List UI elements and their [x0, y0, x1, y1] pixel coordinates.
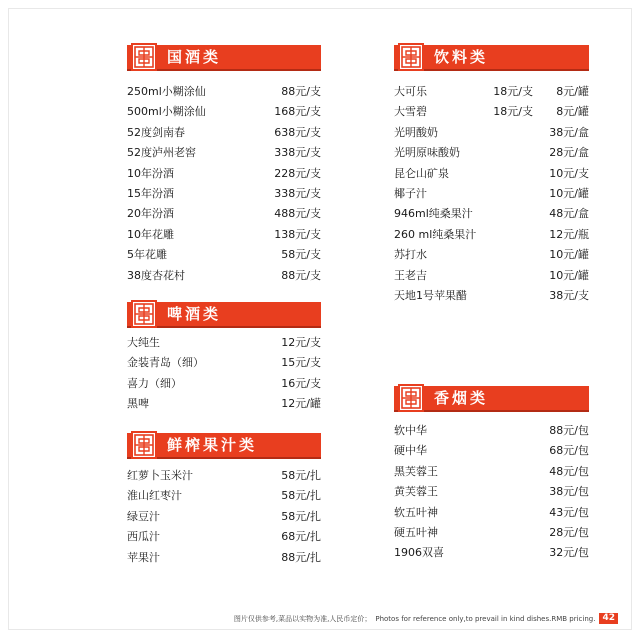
item-name: 1906双喜 — [394, 546, 444, 560]
menu-item-row — [127, 82, 321, 102]
menu-item-row — [127, 486, 321, 506]
item-name: 946ml纯桑果汁 — [394, 207, 473, 221]
item-price: 138元/支 — [274, 227, 321, 241]
menu-item-row — [394, 266, 589, 286]
item-name: 大纯生 — [127, 336, 160, 349]
item-price: 168元/支 — [274, 105, 321, 119]
item-price: 68元/扎 — [281, 530, 321, 544]
menu-item-row — [127, 164, 321, 184]
item-name: 20年汾酒 — [127, 207, 174, 221]
menu-item-row — [394, 523, 589, 543]
item-name: 软中华 — [394, 424, 427, 437]
menu-item-row — [127, 123, 321, 143]
menu-item-row — [394, 82, 589, 102]
section-title: 香烟类 — [434, 389, 489, 407]
item-list — [127, 333, 321, 415]
section-banner — [127, 45, 321, 69]
item-price-secondary: 8元/罐 — [556, 85, 589, 98]
restaurant-logo-icon — [398, 43, 424, 71]
item-name: 黑啤 — [127, 397, 149, 411]
item-price: 488元/支 — [274, 207, 321, 221]
item-price: 58元/扎 — [281, 489, 321, 503]
item-price: 338元/支 — [274, 146, 321, 160]
item-name: 昆仑山矿泉 — [394, 166, 449, 180]
item-name: 金装青岛（细） — [127, 356, 204, 370]
menu-item-row — [127, 333, 321, 353]
menu-item-row — [127, 245, 321, 265]
item-name: 硬中华 — [394, 444, 427, 458]
item-price: 10元/罐 — [549, 248, 589, 262]
item-name: 光明原味酸奶 — [394, 146, 460, 160]
item-price: 12元/罐 — [281, 397, 321, 411]
section-banner — [127, 433, 321, 457]
menu-item-row — [127, 394, 321, 414]
menu-item-row — [127, 184, 321, 204]
menu-item-row — [127, 548, 321, 568]
footer-note-cn: 图片仅供参考,菜品以实物为准,人民币定价； — [233, 614, 372, 623]
restaurant-logo-icon — [398, 384, 424, 412]
menu-item-row — [394, 482, 589, 502]
item-name: 黑芙蓉王 — [394, 464, 438, 478]
item-price: 58元/扎 — [281, 509, 321, 523]
page-footer — [234, 613, 618, 624]
item-list — [394, 82, 589, 306]
menu-item-row — [127, 374, 321, 394]
section-title: 国酒类 — [167, 48, 222, 66]
item-price: 88元/支 — [281, 268, 321, 282]
item-price: 15元/支 — [281, 356, 321, 370]
menu-item-row — [394, 421, 589, 441]
section-pijiu — [127, 302, 321, 411]
item-price: 10元/罐 — [549, 268, 589, 282]
menu-item-row — [394, 184, 589, 204]
menu-item-row — [127, 507, 321, 527]
page-number: 42 — [599, 613, 618, 624]
item-price: 18元/支 — [493, 105, 533, 119]
item-name: 大可乐 — [394, 85, 427, 98]
item-price: 38元/盒 — [549, 125, 589, 139]
item-price: 48元/盒 — [549, 207, 589, 221]
menu-item-row — [394, 204, 589, 224]
footer-note-en: Photos for reference only,to prevail in kind dishes.RMB pricing. — [375, 614, 596, 623]
item-name: 硬五叶神 — [394, 525, 438, 539]
item-name: 淮山红枣汁 — [127, 489, 182, 503]
item-price: 12元/瓶 — [549, 227, 589, 241]
item-price: 68元/包 — [549, 444, 589, 458]
item-price: 88元/扎 — [281, 550, 321, 564]
item-price: 38元/包 — [549, 485, 589, 499]
item-name: 绿豆汁 — [127, 509, 160, 523]
item-price: 10元/支 — [549, 166, 589, 180]
menu-item-row — [127, 204, 321, 224]
item-price: 10元/罐 — [549, 186, 589, 200]
section-guozhi — [127, 433, 321, 564]
item-name: 15年汾酒 — [127, 186, 174, 200]
menu-item-row — [394, 543, 589, 563]
section-yinliao — [394, 45, 589, 302]
item-name: 红萝卜玉米汁 — [127, 469, 193, 482]
item-price: 88元/包 — [549, 424, 589, 437]
section-banner — [127, 302, 321, 326]
item-name: 5年花雕 — [127, 248, 167, 262]
item-name: 10年汾酒 — [127, 166, 174, 180]
item-name: 喜力（细） — [127, 376, 182, 390]
menu-item-row — [394, 441, 589, 461]
section-title: 啤酒类 — [167, 305, 222, 323]
item-name: 软五叶神 — [394, 505, 438, 519]
menu-item-row — [127, 353, 321, 373]
item-price: 32元/包 — [549, 546, 589, 560]
item-list — [127, 466, 321, 568]
item-price: 88元/支 — [281, 85, 321, 98]
item-price: 43元/包 — [549, 505, 589, 519]
item-price: 48元/包 — [549, 464, 589, 478]
menu-item-row — [127, 143, 321, 163]
item-name: 苹果汁 — [127, 550, 160, 564]
item-name: 500ml小糊涂仙 — [127, 105, 206, 119]
item-price: 12元/支 — [281, 336, 321, 349]
menu-item-row — [127, 102, 321, 122]
section-xiangyan — [394, 386, 589, 560]
restaurant-logo-icon — [131, 300, 157, 328]
section-banner — [394, 45, 589, 69]
menu-item-row — [394, 503, 589, 523]
menu-item-row — [394, 286, 589, 306]
item-list — [127, 82, 321, 286]
menu-item-row — [394, 164, 589, 184]
menu-item-row — [127, 266, 321, 286]
menu-item-row — [394, 143, 589, 163]
item-name: 天地1号苹果醋 — [394, 288, 467, 302]
item-name: 黄芙蓉王 — [394, 485, 438, 499]
item-price: 338元/支 — [274, 186, 321, 200]
item-price: 18元/支 — [493, 85, 533, 98]
item-price: 38元/支 — [549, 288, 589, 302]
menu-item-row — [394, 245, 589, 265]
restaurant-logo-icon — [131, 431, 157, 459]
item-name: 52度泸州老窖 — [127, 146, 196, 160]
item-name: 西瓜汁 — [127, 530, 160, 544]
item-name: 椰子汁 — [394, 186, 427, 200]
item-price: 58元/扎 — [281, 469, 321, 482]
item-name: 苏打水 — [394, 248, 427, 262]
item-name: 52度剑南春 — [127, 125, 185, 139]
item-price: 228元/支 — [274, 166, 321, 180]
item-price-secondary: 8元/罐 — [556, 105, 589, 119]
item-name: 260 ml纯桑果汁 — [394, 227, 477, 241]
item-name: 大雪碧 — [394, 105, 427, 119]
section-guojiu — [127, 45, 321, 282]
menu-item-row — [394, 462, 589, 482]
menu-item-row — [127, 466, 321, 486]
section-banner — [394, 386, 589, 410]
item-name: 王老吉 — [394, 268, 427, 282]
menu-item-row — [127, 225, 321, 245]
item-name: 250ml小糊涂仙 — [127, 85, 206, 98]
item-name: 10年花雕 — [127, 227, 174, 241]
item-price: 28元/包 — [549, 525, 589, 539]
item-price: 28元/盒 — [549, 146, 589, 160]
menu-item-row — [394, 225, 589, 245]
item-name: 38度杏花村 — [127, 268, 185, 282]
item-price: 638元/支 — [274, 125, 321, 139]
item-price: 58元/支 — [281, 248, 321, 262]
item-price: 16元/支 — [281, 376, 321, 390]
menu-item-row — [394, 102, 589, 122]
menu-item-row — [127, 527, 321, 547]
item-list — [394, 421, 589, 564]
item-name: 光明酸奶 — [394, 125, 438, 139]
section-title: 鲜榨果汁类 — [167, 436, 258, 454]
restaurant-logo-icon — [131, 43, 157, 71]
menu-item-row — [394, 123, 589, 143]
section-title: 饮料类 — [434, 48, 489, 66]
